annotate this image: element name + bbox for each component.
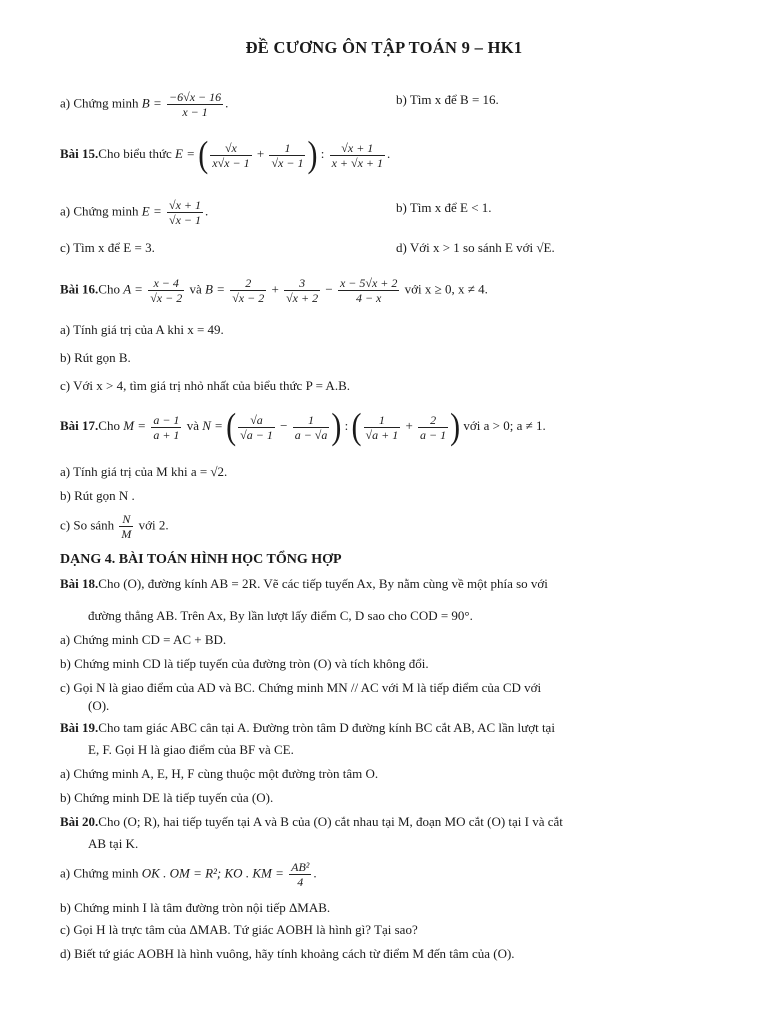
exercise-19a: a) Chứng minh A, E, H, F cùng thuộc một đường tròn tâm O.: [60, 766, 379, 781]
exercise-20b: b) Chứng minh I là tâm đường tròn nội tiếp ΔMAB.: [60, 900, 331, 915]
fraction: [230, 276, 266, 305]
exercise-title: Bài 18.: [60, 576, 99, 591]
numerator: √x: [210, 141, 251, 156]
exercise-19b: b) Chứng minh DE là tiếp tuyến của (O).: [60, 790, 274, 805]
conjunction: và: [189, 281, 202, 297]
fraction: [418, 413, 448, 442]
denominator: √x − 2: [232, 291, 265, 305]
operator: +: [256, 145, 265, 161]
numerator: 2: [418, 413, 448, 428]
label: a) Chứng minh: [60, 95, 139, 111]
exercise-17: Bài 17.Cho M = $\frac{a - 1}{a + 1}$ và N = ( $\frac{√a}{√a - 1}$ − $\frac{1}{a - √a}$ ) : ( $\frac{1}{√a + 1}$ + $\frac{2}{a - 1}$ ) với a > 0; a ≠ 1.: [60, 405, 546, 447]
exercise-18c: c) Gọi N là giao điểm của AD và BC. Chứng minh MN // AC với M là tiếp điểm của CD với: [60, 680, 542, 695]
fraction: [151, 413, 181, 442]
numerator: x − 4: [148, 276, 184, 291]
exercise-17a: a) Tính giá trị của M khi a = √2.: [60, 464, 228, 479]
numerator: 1: [364, 413, 401, 428]
denominator: √x − 1: [271, 155, 304, 170]
fraction: [364, 413, 401, 442]
exercise-19: [60, 720, 555, 736]
math-lhs: B =: [205, 281, 225, 297]
exercise-20d: d) Biết tứ giác AOBH là hình vuông, hãy tính khoảng cách từ điểm M đến tâm của (O).: [60, 946, 515, 961]
fraction: [167, 90, 223, 119]
exercise-text: Cho tam giác ABC cân tại A. Đường tròn tâm D đường kính BC cắt AB, AC lần lượt tại: [98, 720, 555, 735]
label: a) Chứng minh: [60, 865, 139, 881]
fraction: [210, 141, 251, 170]
section-heading: DẠNG 4. BÀI TOÁN HÌNH HỌC TỔNG HỢP: [60, 552, 342, 567]
denominator: a − √a: [294, 427, 328, 442]
text: với 2.: [138, 517, 169, 533]
fraction: [269, 141, 305, 170]
exercise-14a: a) Chứng minh B = $\frac{-6√x - 16}{x - 1}$ .: [60, 90, 229, 119]
exercise-text: Cho: [98, 417, 120, 433]
exercise-16c: c) Với x > 4, tìm giá trị nhỏ nhất của biểu thức P = A.B.: [60, 378, 350, 393]
math-lhs: M =: [123, 417, 147, 433]
fraction: [330, 141, 385, 170]
numerator: x − 5√x + 2: [339, 276, 398, 290]
numerator: a − 1: [153, 412, 180, 427]
fraction: [167, 198, 203, 227]
exercise-15b: b) Tìm x để E < 1.: [396, 200, 492, 215]
math-lhs: N =: [202, 417, 223, 433]
fraction: [338, 276, 399, 305]
exercise-text: Cho (O; R), hai tiếp tuyến tại A và B của (O) cắt nhau tại M, đoạn MO cắt (O) tại I và cắt: [98, 814, 563, 829]
fraction: [238, 413, 275, 442]
fraction: [284, 276, 320, 305]
exercise-20c: c) Gọi H là trực tâm của ΔMAB. Tứ giác AOBH là hình gì? Tại sao?: [60, 922, 418, 937]
math-expression: OK . OM = R²; KO . KM =: [141, 865, 284, 881]
fraction: [119, 512, 133, 541]
exercise-18c-cont: (O).: [88, 698, 110, 713]
denominator: √x − 1: [169, 213, 202, 227]
exercise-15d: d) Với x > 1 so sánh E với √E.: [396, 240, 555, 255]
denominator: x√x − 1: [212, 155, 250, 170]
numerator: −6√x − 16: [169, 90, 222, 104]
page-title: ĐỀ CƯƠNG ÔN TẬP TOÁN 9 – HK1: [245, 38, 523, 57]
exercise-14b: b) Tìm x để B = 16.: [396, 92, 499, 107]
exercise-15a: a) Chứng minh E = $\frac{√x + 1}{√x - 1}$ .: [60, 198, 209, 227]
math-lhs: B =: [141, 95, 162, 111]
denominator: a + 1: [153, 427, 180, 442]
numerator: √x + 1: [330, 141, 385, 156]
numerator: √x + 1: [169, 198, 202, 212]
exercise-18-cont: đường thẳng AB. Trên Ax, By lần lượt lấy điểm C, D sao cho COD = 90°.: [88, 608, 473, 623]
fraction: [148, 276, 184, 305]
exercise-16b: b) Rút gọn B.: [60, 350, 131, 365]
condition: với a > 0; a ≠ 1.: [463, 417, 546, 433]
exercise-15: Bài 15.Cho biểu thức E = ( $\frac{√x}{x√x - 1}$ + $\frac{1}{√x - 1}$ ) : $\frac{√x + 1}{x + √x + 1}$ .: [60, 133, 391, 175]
exercise-17c: [60, 512, 169, 541]
conjunction: và: [186, 417, 199, 433]
exercise-20a: a) Chứng minh OK . OM = R²; KO . KM = $\frac{\text{AB²}}{4}$ .: [60, 860, 317, 889]
fraction: [289, 860, 311, 889]
math-lhs: E =: [175, 145, 195, 161]
exercise-18b: b) Chứng minh CD là tiếp tuyến của đường tròn (O) và tích không đổi.: [60, 656, 429, 671]
label: a) Chứng minh: [60, 203, 139, 219]
exercise-text: Cho: [98, 281, 120, 297]
numerator: AB²: [291, 860, 310, 874]
exercise-title: Bài 15.: [60, 145, 99, 161]
exercise-title: Bài 16.: [60, 281, 99, 297]
denominator: M: [121, 527, 132, 541]
math-lhs: A =: [123, 281, 143, 297]
denominator: √a + 1: [365, 427, 399, 442]
exercise-text: Cho (O), đường kính AB = 2R. Vẽ các tiếp tuyến Ax, By nằm cùng về một phía so với: [98, 576, 548, 591]
label: c) So sánh: [60, 517, 115, 533]
condition: với x ≥ 0, x ≠ 4.: [404, 281, 488, 297]
numerator: 3: [284, 276, 320, 291]
numerator: 2: [230, 276, 266, 291]
exercise-16: Bài 16.Cho A = $\frac{x - 4}{√x - 2}$ và B = $\frac{2}{√x - 2}$ + $\frac{3}{√x + 2}$ − $\frac{x - 5√x + 2}{4 - x}$ với x ≥ 0, x ≠ 4.: [60, 276, 488, 305]
exercise-title: Bài 17.: [60, 417, 99, 433]
numerator: N: [119, 512, 133, 527]
numerator: 1: [293, 413, 330, 428]
denominator: √x − 2: [150, 291, 183, 305]
exercise-20: [60, 814, 563, 830]
exercise-18a: a) Chứng minh CD = AC + BD.: [60, 632, 227, 647]
denominator: 4: [297, 875, 304, 889]
operator: :: [320, 145, 325, 161]
exercise-15c: c) Tìm x để E = 3.: [60, 240, 155, 255]
fraction: [293, 413, 330, 442]
denominator: x − 1: [182, 105, 208, 119]
denominator: 4 − x: [355, 291, 382, 305]
exercise-19-cont: E, F. Gọi H là giao điểm của BF và CE.: [88, 742, 294, 757]
math-lhs: E =: [141, 203, 162, 219]
exercise-16a: a) Tính giá trị của A khi x = 49.: [60, 322, 224, 337]
exercise-title: Bài 19.: [60, 720, 99, 735]
denominator: a − 1: [420, 427, 447, 442]
exercise-20-cont: AB tại K.: [88, 836, 139, 851]
numerator: 1: [269, 141, 305, 156]
denominator: √x + 2: [286, 291, 319, 305]
denominator: x + √x + 1: [331, 155, 384, 170]
exercise-17b: b) Rút gọn N .: [60, 488, 135, 503]
denominator: √a − 1: [240, 427, 273, 442]
exercise-text: Cho biểu thức: [98, 145, 172, 161]
exercise-18: [60, 576, 548, 592]
numerator: √a: [238, 413, 275, 428]
exercise-title: Bài 20.: [60, 814, 99, 829]
